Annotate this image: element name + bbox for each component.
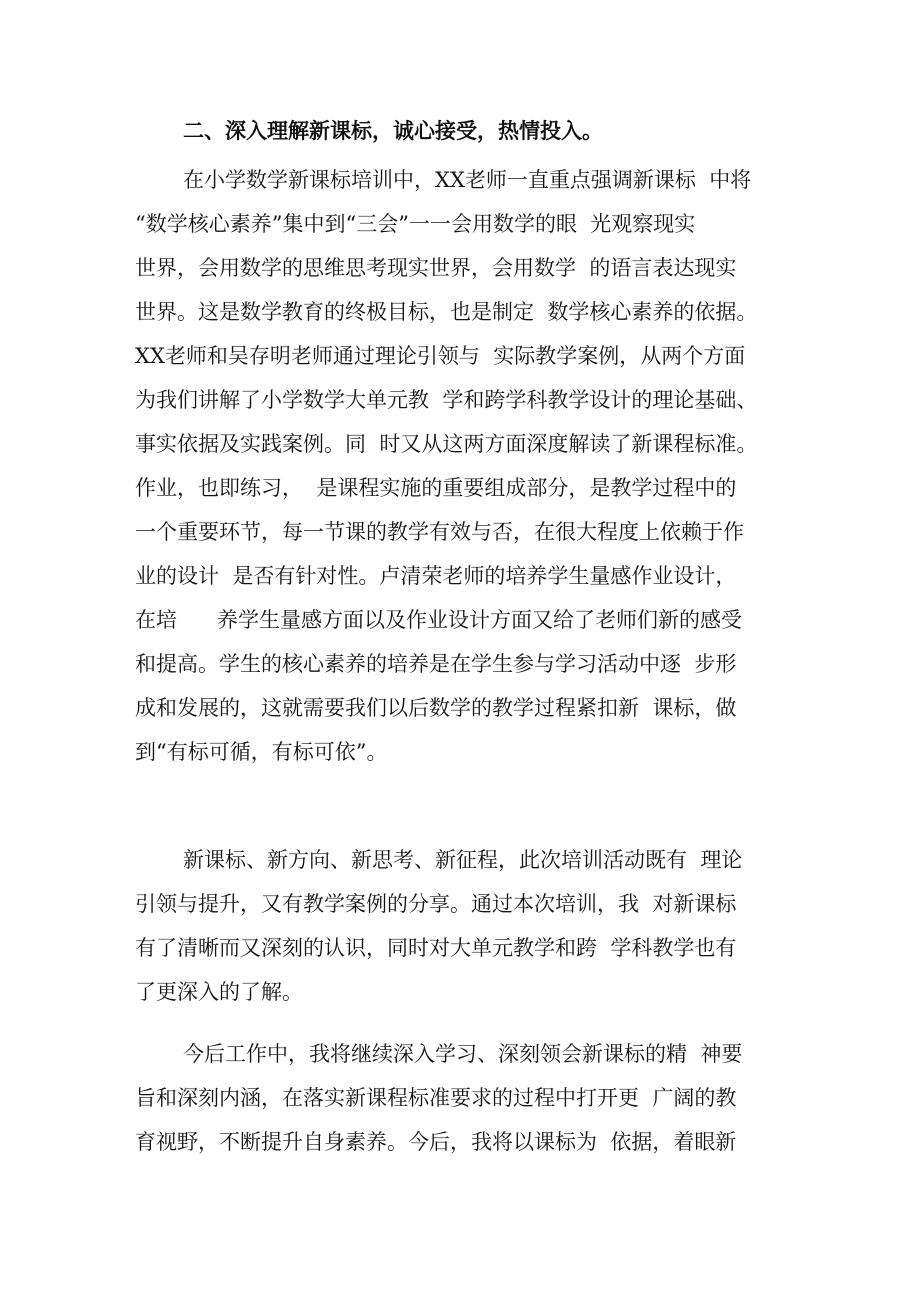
paragraph-2 [135,838,795,1014]
paragraph-line: 旨和深刻内涵，在落实新课程标准要求的过程中打开更 广阔的教 [135,1086,737,1110]
paragraph-line: 今后工作中，我将继续深入学习、深刻领会新课标的精 神要 [183,1042,743,1066]
paragraph-line: 作业，也即练习， 是课程实施的重要组成部分，是教学过程中的 [135,476,737,500]
paragraph-line: 事实依据及实践案例。同 时又从这两方面深度解读了新课程标准。 [135,432,758,456]
paragraph-line: 新课标、新方向、新思考、新征程，此次培训活动既有 理论 [183,848,743,872]
paragraph-line: 世界。这是数学教育的终极目标，也是制定 数学核心素养的依据。 [135,300,758,324]
paragraph-line: 育视野，不断提升自身素养。今后，我将以课标为 依据，着眼新 [135,1130,737,1154]
paragraph-line: 成和发展的，这就需要我们以后数学的教学过程紧扣新 课标，做 [135,696,737,720]
paragraph-3 [135,1032,795,1164]
paragraph-line: 为我们讲解了小学数学大单元教 学和跨学科教学设计的理论基础、 [135,388,758,412]
paragraph-line: “数学核心素养”集中到“三会”一一会用数学的眼 光观察现实 [135,212,696,236]
paragraph-line: 和提高。学生的核心素养的培养是在学生参与学习活动中逐 步形 [135,652,737,676]
paragraph-line: 在小学数学新课标培训中，XX老师一直重点强调新课标 中将 [183,168,752,192]
paragraph-line: 一个重要环节，每一节课的教学有效与否，在很大程度上依赖于作 [135,520,744,544]
paragraph-line: 有了清晰而又深刻的认识，同时对大单元教学和跨 学科教学也有 [135,936,737,960]
paragraph-line: 了更深入的了解。 [135,980,303,1004]
paragraph-line: 世界，会用数学的思维思考现实世界，会用数学 的语言表达现实 [135,256,737,280]
section-heading: 二、深入理解新课标，诚心接受，热情投入。 [183,119,603,143]
paragraph-line: 到“有标可循，有标可依”。 [135,740,388,764]
paragraph-line: 业的设计 是否有针对性。卢清荣老师的培养学生量感作业设计， [135,564,737,588]
paragraph-1 [135,158,795,774]
paragraph-line: XX老师和吴存明老师通过理论引领与 实际教学案例，从两个方面 [135,344,746,368]
paragraph-line: 在培 养学生量感方面以及作业设计方面又给了老师们新的感受 [135,608,743,632]
paragraph-line: 引领与提升，又有教学案例的分享。通过本次培训，我 对新课标 [135,892,737,916]
